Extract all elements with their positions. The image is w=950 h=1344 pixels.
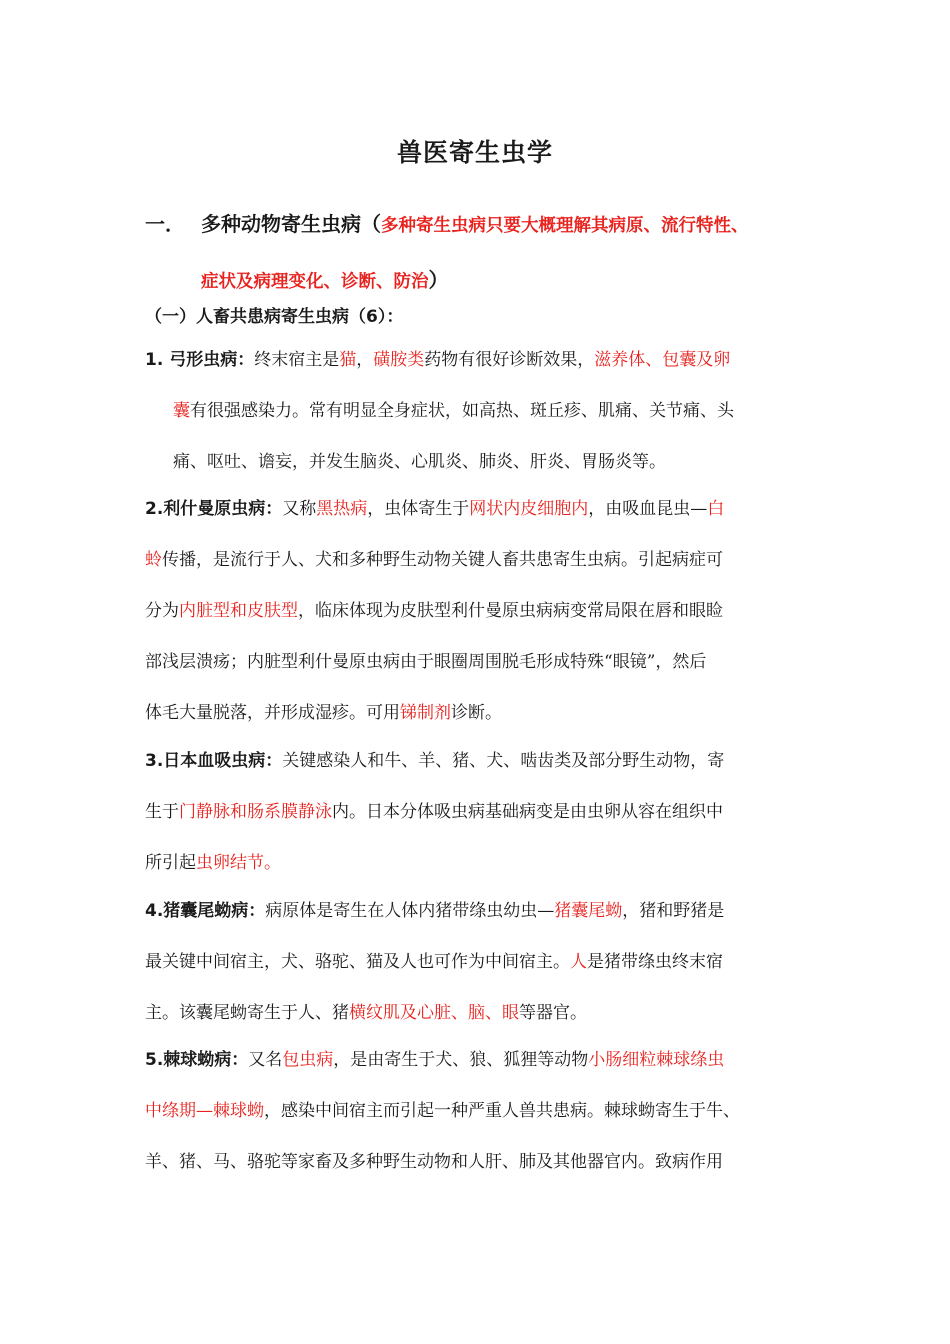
body-text: 关键感染人和牛、羊、猪、犬、啮齿类及部分野生动物，寄	[282, 751, 725, 771]
highlight-text: 网状内皮细胞内	[469, 499, 589, 519]
body-text: ，	[356, 350, 374, 370]
highlight-text: 中绦期—棘球蚴	[145, 1101, 264, 1121]
highlight-text: 小肠细粒棘球绦虫	[588, 1050, 725, 1070]
body-text: 终末宿主是	[254, 350, 340, 370]
disease-title: 5.棘球蚴病：	[145, 1050, 249, 1070]
body-text: 痛、呕吐、谵妄，并发生脑炎、心肌炎、肺炎、肝炎、胃肠炎等。	[173, 452, 666, 472]
highlight-text: 内脏型和皮肤型	[179, 601, 298, 621]
heading-close-paren: ）	[428, 268, 449, 292]
body-text: 分为	[145, 601, 179, 621]
paragraph-line	[145, 484, 807, 535]
body-text: 羊、猪、马、骆驼等家畜及多种野生动物和人肝、肺及其他器官内。致病作用	[145, 1152, 723, 1172]
body-text: 内。日本分体吸虫病基础病变是由虫卵从容在组织中	[332, 802, 723, 822]
highlight-text: 滋养体、包囊及卵	[594, 350, 731, 370]
paragraph-line	[145, 838, 807, 889]
paragraph-line	[145, 335, 807, 386]
body-text: 最关键中间宿主，犬、骆驼、猫及人也可作为中间宿主。	[145, 952, 570, 972]
highlight-text: 磺胺类	[373, 350, 425, 370]
section-cysticercosis	[145, 886, 807, 1039]
heading-note-1: 多种寄生虫病只要大概理解其病原、流行特性、	[381, 216, 749, 236]
paragraph-line	[145, 1086, 807, 1137]
heading-number: 一．	[145, 212, 185, 236]
disease-title: 3.日本血吸虫病：	[145, 751, 283, 771]
body-text: ，由吸血昆虫—	[588, 499, 708, 519]
highlight-text: 猫	[339, 350, 357, 370]
disease-title: 1. 弓形虫病：	[145, 350, 255, 370]
highlight-text: 蛉	[145, 550, 162, 570]
body-text: 又名	[248, 1050, 283, 1070]
body-text: 主。该囊尾蚴寄生于人、猪	[145, 1003, 349, 1023]
heading-open-paren: （	[361, 212, 381, 236]
body-text: 病原体是寄生在人体内猪带绦虫幼虫—	[265, 901, 555, 921]
paragraph-line	[145, 386, 807, 437]
heading-line-1	[145, 197, 825, 253]
section-schistosomiasis	[145, 736, 807, 889]
heading-line-2	[145, 253, 825, 309]
highlight-text: 黑热病	[316, 499, 368, 519]
heading-note-2: 症状及病理变化、诊断、防治	[201, 272, 429, 292]
body-text: 药物有很好诊断效果，	[424, 350, 595, 370]
subheading: （一）人畜共患病寄生虫病（6）：	[145, 307, 404, 327]
paragraph-line	[145, 637, 807, 688]
section-toxoplasmosis	[145, 335, 807, 488]
paragraph-line	[145, 988, 807, 1039]
paragraph-line	[145, 937, 807, 988]
disease-title: 4.猪囊尾蚴病：	[145, 901, 266, 921]
disease-title: 2.利什曼原虫病：	[145, 499, 283, 519]
highlight-text: 白	[707, 499, 725, 519]
body-text: ，感染中间宿主而引起一种严重人兽共患病。棘球蚴寄生于牛、	[264, 1101, 740, 1121]
section-heading	[145, 197, 825, 309]
body-text: ，是由寄生于犬、狼、狐狸等动物	[333, 1050, 589, 1070]
section-leishmaniasis	[145, 484, 807, 739]
highlight-text: 锑制剂	[400, 703, 451, 723]
highlight-text: 猪囊尾蚴	[554, 901, 623, 921]
body-text: 传播，是流行于人、犬和多种野生动物关键人畜共患寄生虫病。引起病症可	[162, 550, 723, 570]
paragraph-line	[145, 1137, 807, 1188]
highlight-text: 人	[570, 952, 587, 972]
paragraph-line	[145, 688, 807, 739]
body-text: ，虫体寄生于	[367, 499, 470, 519]
paragraph-line	[145, 736, 807, 787]
heading-main: 多种动物寄生虫病	[201, 212, 361, 236]
paragraph-line	[145, 437, 807, 488]
highlight-text: 包虫病	[282, 1050, 334, 1070]
paragraph-line	[145, 586, 807, 637]
body-text: 生于	[145, 802, 179, 822]
body-text: 是猪带绦虫终末宿	[587, 952, 723, 972]
body-text: 部浅层溃疡；内脏型利什曼原虫病由于眼圈周围脱毛形成特殊“眼镜”，然后	[145, 652, 707, 672]
body-text: ，临床体现为皮肤型利什曼原虫病病变常局限在唇和眼睑	[298, 601, 723, 621]
paragraph-line	[145, 535, 807, 586]
body-text: 又称	[282, 499, 317, 519]
body-text: 诊断。	[451, 703, 502, 723]
body-text: 有很强感染力。常有明显全身症状，如高热、斑丘疹、肌痛、关节痛、头	[190, 401, 734, 421]
paragraph-line	[145, 886, 807, 937]
highlight-text: 横纹肌及心脏、脑、眼	[349, 1003, 519, 1023]
body-text: 等器官。	[519, 1003, 587, 1023]
highlight-text: 囊	[173, 401, 190, 421]
paragraph-line	[145, 1035, 807, 1086]
body-text: ，猪和野猪是	[622, 901, 725, 921]
section-echinococcosis	[145, 1035, 807, 1188]
highlight-text: 门静脉和肠系膜静泳	[179, 802, 332, 822]
body-text: 所引起	[145, 853, 196, 873]
page-title: 兽医寄生虫学	[396, 138, 553, 167]
highlight-text: 虫卵结节。	[196, 853, 281, 873]
paragraph-line	[145, 787, 807, 838]
body-text: 体毛大量脱落，并形成湿疹。可用	[145, 703, 400, 723]
